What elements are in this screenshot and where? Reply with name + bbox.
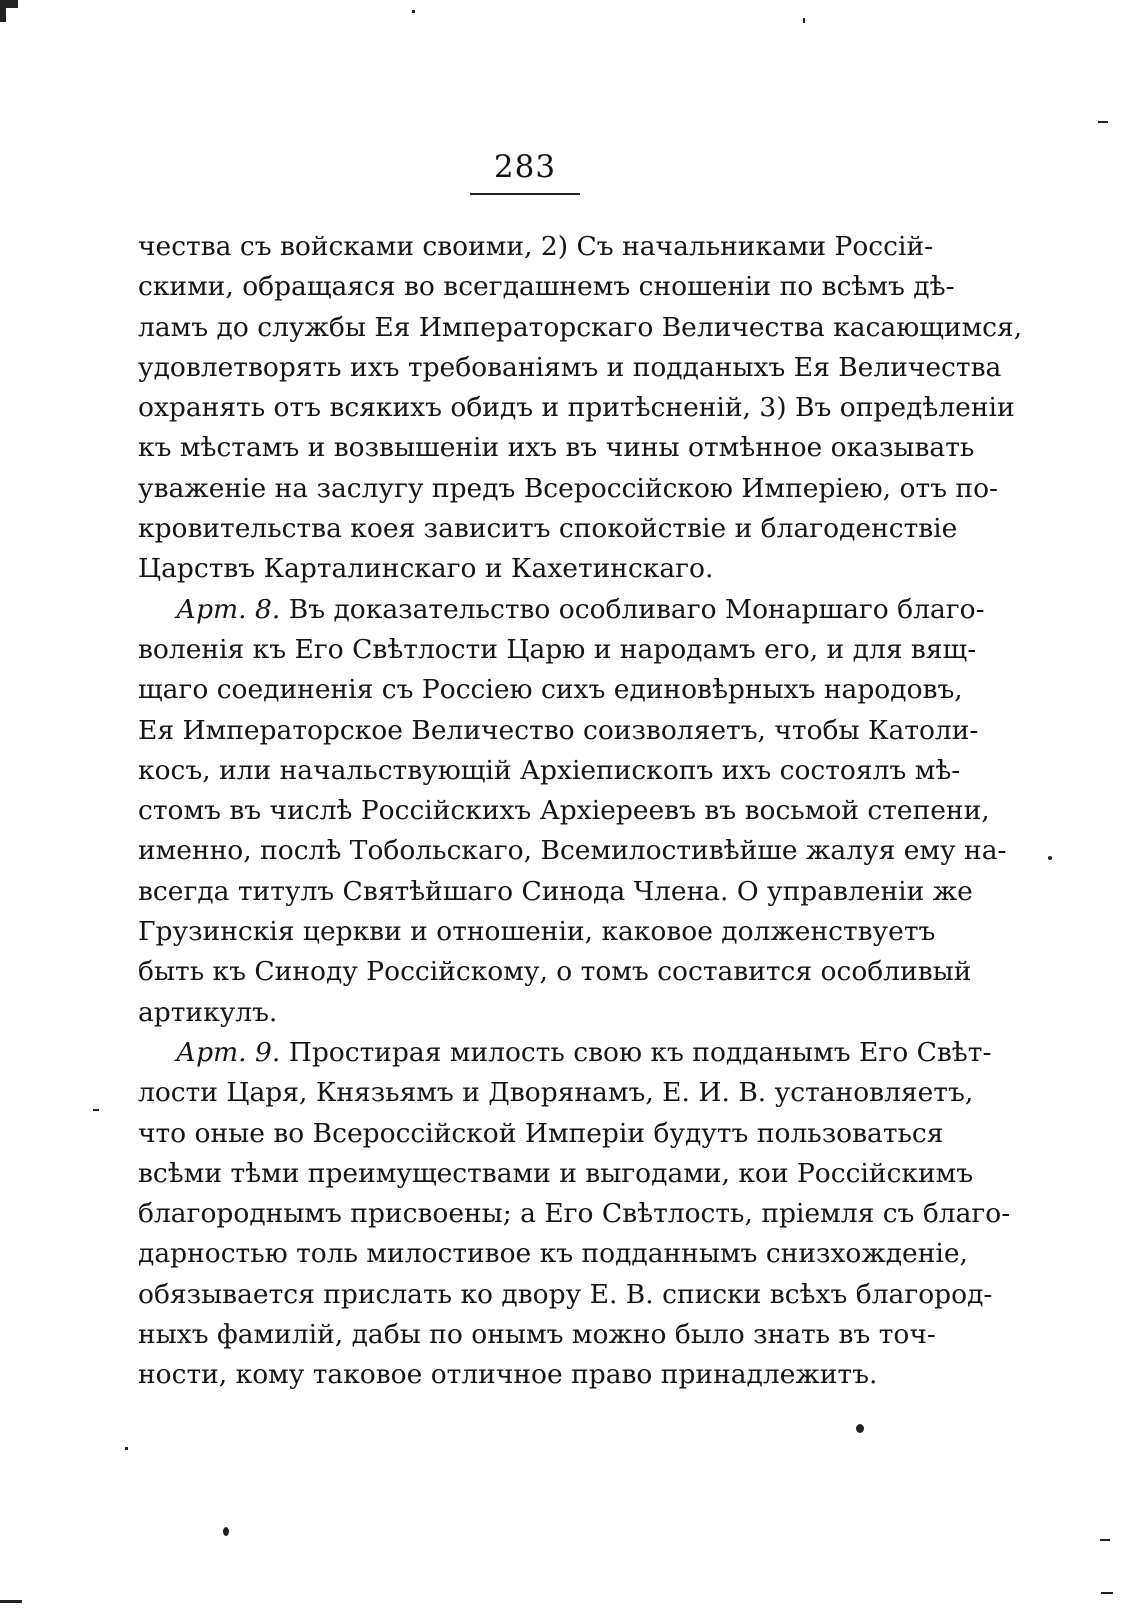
text-line: чества съ войсками своими, 2) Съ начальниками Россій- [138, 231, 934, 262]
scan-speck [1048, 856, 1052, 860]
text-line: воленія къ Его Свѣтлости Царю и народамъ его, и для вящ- [138, 633, 977, 665]
text-line: Грузинскія церкви и отношеніи, каковое долженствуетъ [138, 916, 936, 948]
article-9-label: Арт. 9. [176, 1036, 281, 1068]
body-text [138, 227, 1023, 1396]
text-line: Царствъ Карталинскаго и Кахетинскаго. [138, 553, 714, 585]
text-line: удовлетворять ихъ требованіямъ и подданыхъ Ея Величества [138, 351, 1002, 383]
article-9-first-line [138, 1033, 992, 1073]
text-line: дарностью толь милостивое къ подданнымъ снизхожденіе, [138, 1238, 968, 1270]
text-line: косъ, или начальствующій Архіепископъ ихъ состоялъ мѣ- [138, 754, 961, 786]
text-line: уваженіе на заслугу предъ Всероссійскою Имперіею, отъ по- [138, 472, 998, 504]
scan-speck [0, 1600, 22, 1603]
page-number: 283 [493, 149, 557, 185]
article-8-first-line [138, 590, 985, 630]
article-8-label: Арт. 8. [176, 593, 281, 625]
text-line: лости Царя, Князьямъ и Дворянамъ, Е. И. В. установляетъ, [138, 1077, 974, 1109]
text-line: ламъ до службы Ея Императорскаго Величества касающимся, [138, 311, 1023, 343]
text-line: всегда титулъ Святѣйшаго Синода Члена. О управленіи же [138, 875, 973, 907]
text-line: Ея Императорское Величество соизволяетъ, чтобы Католи- [138, 714, 979, 746]
text-line: щаго соединенія съ Россіею сихъ единовѣрныхъ народовъ, [138, 674, 963, 706]
text-line: ныхъ фамилій, дабы по онымъ можно было знать въ точ- [138, 1319, 936, 1351]
page-number-rule [470, 193, 580, 195]
scan-speck [1100, 1539, 1110, 1541]
scan-mark-top-left [6, 0, 18, 8]
text-line: благороднымъ присвоены; а Его Свѣтлость, пріемля съ благо- [138, 1198, 1011, 1230]
text-line: Простирая милость свою къ подданымъ Его Свѣт- [288, 1036, 992, 1068]
text-line: что оные во Всероссійской Имперіи будутъ пользоваться [138, 1117, 944, 1149]
scan-speck [803, 18, 805, 23]
text-line: къ мѣстамъ и возвышеніи ихъ въ чины отмѣнное оказывать [138, 432, 975, 464]
scan-speck [412, 10, 415, 13]
text-line: артикулъ. [138, 996, 278, 1028]
text-line: всѣми тѣми преимуществами и выгодами, кои Россійскимъ [138, 1157, 974, 1189]
text-line: ности, кому таковое отличное право принадлежитъ. [138, 1359, 878, 1391]
text-line: Въ доказательство особливаго Монаршаго благо- [288, 593, 985, 625]
scan-speck [856, 1424, 864, 1433]
text-line: именно, послѣ Тобольскаго, Всемилостивѣйше жалуя ему на- [138, 835, 1007, 867]
scan-speck [223, 1527, 229, 1536]
text-line: кровительства коея зависитъ спокойствіе и благоденствіе [138, 513, 958, 545]
scan-speck [1101, 1592, 1113, 1594]
scan-speck [125, 1447, 128, 1450]
text-line: обязывается прислать ко двору Е. В. списки всѣхъ благород- [138, 1278, 993, 1310]
scan-speck [1098, 121, 1108, 123]
text-line: стомъ въ числѣ Россійскихъ Архіереевъ въ восьмой степени, [138, 795, 990, 827]
text-line: быть къ Синоду Россійскому, о томъ составится особливый [138, 956, 972, 988]
text-line: скими, обращаяся во всегдашнемъ сношеніи по всѣмъ дѣ- [138, 271, 955, 303]
text-line: охранять отъ всякихъ обидъ и притѣсненій, 3) Въ опредѣленіи [138, 392, 1015, 424]
scan-speck [93, 1109, 99, 1111]
